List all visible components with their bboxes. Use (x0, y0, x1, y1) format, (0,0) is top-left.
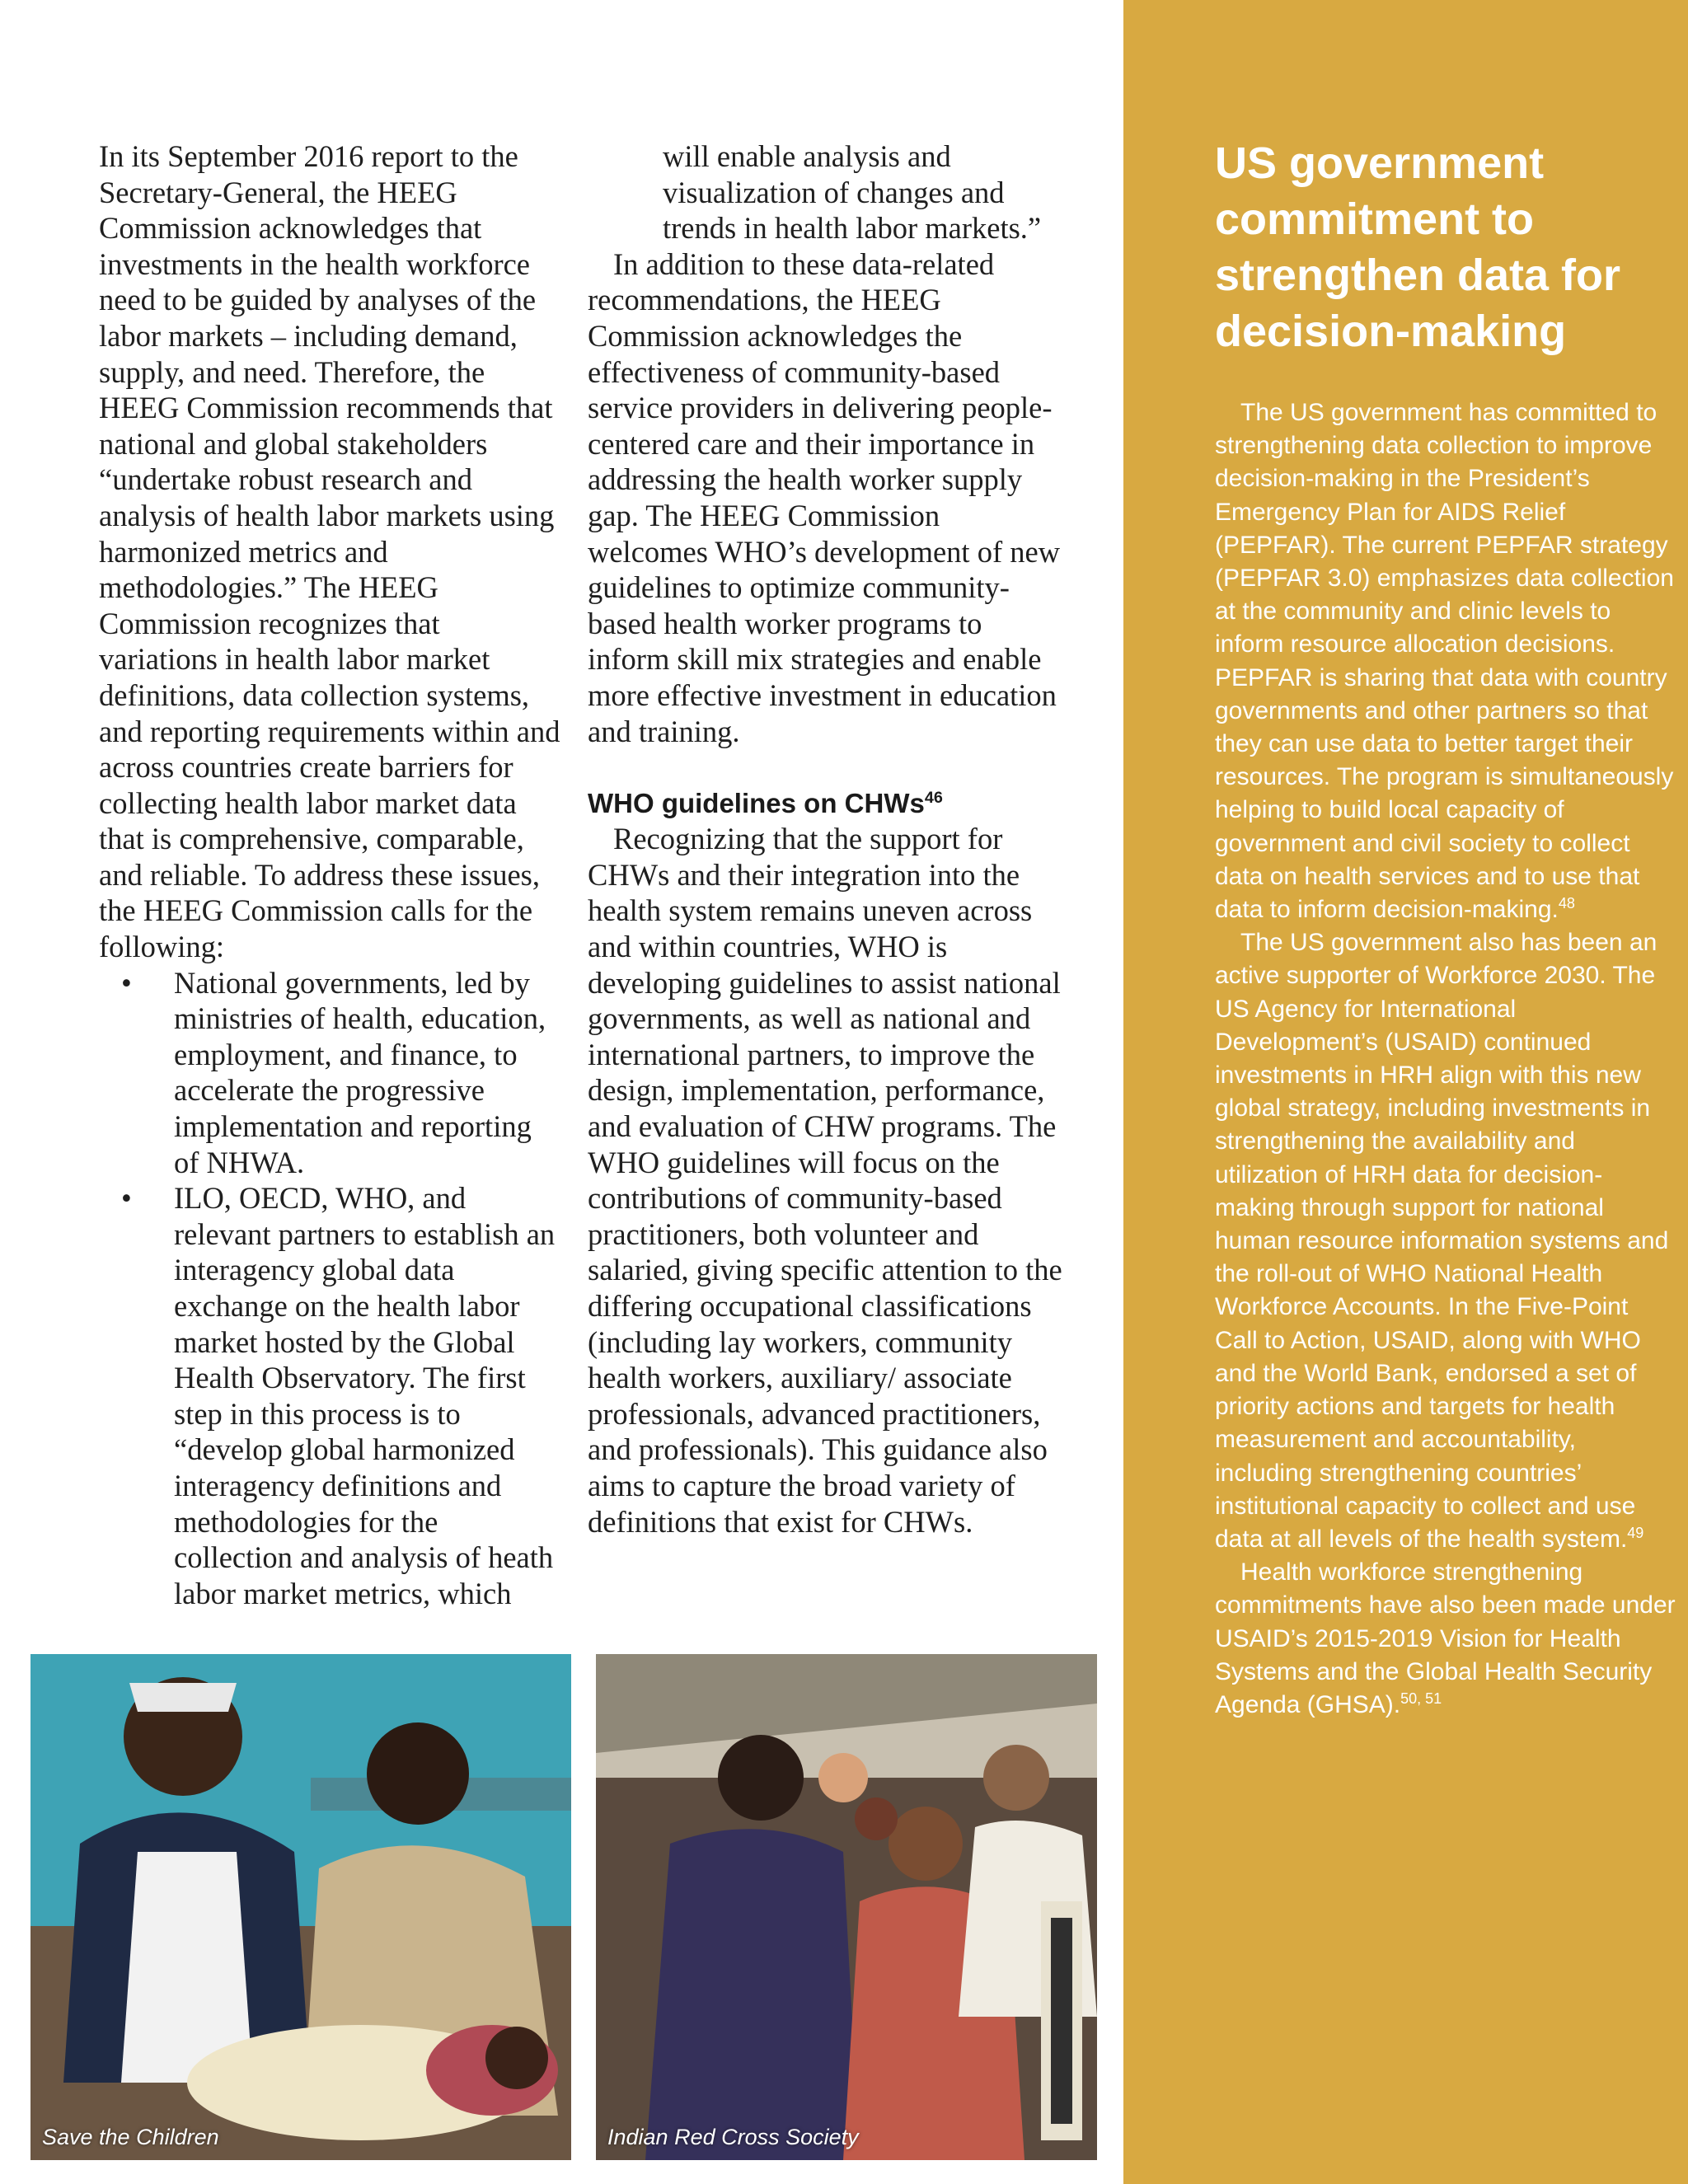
sidebar-box (1123, 0, 1688, 2184)
sidebar-paragraph: The US government also has been an active supporter of Workforce 2030. The US Agency for International Development’s (USAID) continued investments in HRH align with this new global strategy, including investments in strengthening the availability and utilization of HRH data for decision-making through support for national human resource information systems and the roll-out of WHO National Health Workforce Accounts. In the Five-Point Call to Action, USAID, along with WHO and the World Bank, endorsed a set of priority actions and targets for health measurement and accountability, including strengthening countries’ institutional capacity to collect and use data at all levels of the health system.$^{49}$ (1215, 929, 1669, 1553)
footnote-ref: 46 (924, 788, 943, 807)
sidebar-paragraph: Health workforce strengthening commitments have also been made under USAID’s 2015-2019 Vision for Health Systems and the Global Health Security Agenda (GHSA).$^{50, 51}$ (1215, 1558, 1676, 1718)
quote-continuation: will enable analysis and visualization of changes and trends in health labor markets.” (663, 139, 1042, 246)
bullet-icon: • (121, 1181, 132, 1216)
footnote-ref: 50, 51 (1400, 1690, 1442, 1707)
sidebar-paragraph: The US government has committed to strengthening data collection to improve decision-making in the President’s Emergency Plan for AIDS Relief (PEPFAR). The current PEPFAR strategy (PEPFAR 3.0) emphasizes data collection at the community and clinic levels to inform resource allocation decisions. PEPFAR is sharing that data with country governments and other partners so that they can use data to better target their resources. The program is simultaneously helping to build local capacity of government and civil society to collect data on health services and to use that data to inform decision-making.$^{48}$ (1215, 399, 1674, 924)
photo-credit: Indian Red Cross Society (607, 2125, 859, 2149)
data-recommendations-paragraph: In addition to these data-related recommendations, the HEEG Commission acknowledges the effectiveness of community-based service providers in delivering people-centered care and their importance in addressing the health worker supply gap. The HEEG Commission welcomes WHO’s development of new guidelines to optimize community-based health worker programs to inform skill mix strategies and enable more effective investment in education and training. (588, 246, 1061, 748)
who-guidelines-paragraph: Recognizing that the support for CHWs and their integration into the health system remains uneven across and within countries, WHO is developing guidelines to assist national governments, as well as national and international partners, to improve the design, implementation, performance, and evaluation of CHW programs. The WHO guidelines will focus on the contributions of community-based practitioners, both volunteer and salaried, giving specific attention to the differing occupational classifications (including lay workers, community health workers, auxiliary/ associate professionals, advanced practitioners, and professionals). This guidance also aims to capture the broad variety of definitions that exist for CHWs. (588, 822, 1062, 1539)
footnote-ref: 49 (1627, 1524, 1644, 1541)
photo-illustration (30, 1654, 571, 2160)
photo-illustration (596, 1654, 1097, 2160)
photo-credit: Save the Children (42, 2125, 219, 2149)
photo-health-worker-clinic (596, 1654, 1097, 2160)
sidebar-title: US government commitment to strengthen data for decision-making (1215, 138, 1621, 356)
footnote-ref: 48 (1558, 895, 1575, 912)
left-text-column (99, 138, 560, 1611)
photo-nurse-with-newborn (30, 1654, 571, 2160)
section-subheading: WHO guidelines on CHWs$^{46}$ (588, 787, 943, 818)
bullet-icon: • (121, 965, 132, 1000)
sidebar-body (1215, 396, 1676, 1722)
recommendation-list (99, 965, 560, 1612)
list-item: • ILO, OECD, WHO, and relevant partners to establish an interagency global data exchange on the health labor market hosted by the Global Health Observatory. The first step in this process is to “develop global harmonized interagency definitions and methodologies for the collection and analysis of heath labor market metrics, which (121, 1181, 556, 1610)
middle-text-column (588, 138, 1066, 1540)
list-item: • National governments, led by ministries of health, education, employment, and finance, to accelerate the progressive implementation and reporting of NHWA. (121, 965, 546, 1179)
intro-paragraph: In its September 2016 report to the Secretary-General, the HEEG Commission acknowledges that investments in the health workforce need to be guided by analyses of the labor markets – including demand, supply, and need. Therefore, the HEEG Commission recommends that national and global stakeholders “undertake robust research and analysis of health labor markets using harmonized metrics and methodologies.” The HEEG Commission recognizes that variations in health labor market definitions, data collection systems, and reporting requirements within and across countries create barriers for collecting health labor market data that is comprehensive, comparable, and reliable. To address these issues, the HEEG Commission calls for the following: (99, 139, 560, 964)
